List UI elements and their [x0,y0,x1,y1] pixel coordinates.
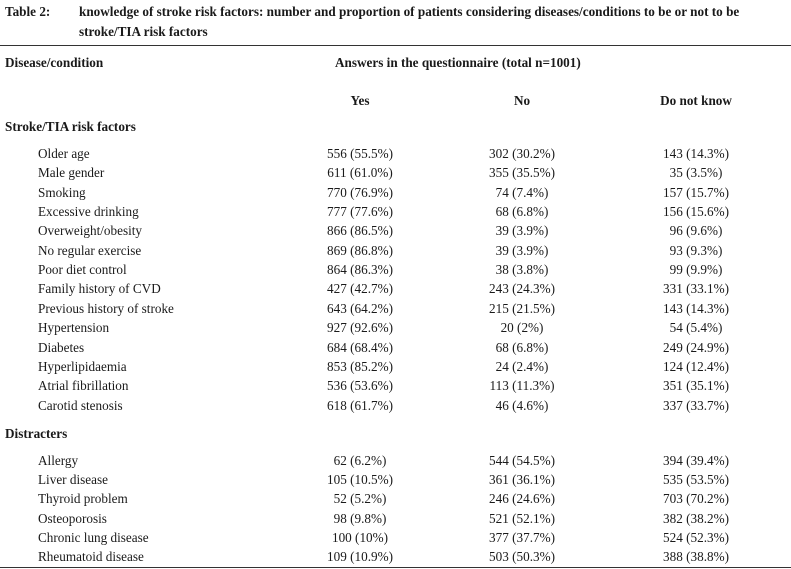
cell-yes: 927 (92.6%) [327,320,393,335]
cell-no: 377 (37.7%) [489,530,555,545]
cell-do-not-know: 143 (14.3%) [663,146,729,161]
cell-yes: 777 (77.6%) [327,204,393,219]
row-label: Liver disease [38,472,108,487]
row-label: Smoking [38,185,86,200]
table-label: Table 2: [5,4,51,19]
row-label: Rheumatoid disease [38,549,144,564]
cell-no: 24 (2.4%) [495,359,549,374]
header-yes: Yes [350,93,370,108]
row-label: Previous history of stroke [38,301,174,316]
row-label: No regular exercise [38,243,142,258]
cell-no: 246 (24.6%) [489,491,555,506]
header-do-not-know: Do not know [660,93,732,108]
row-label: Older age [38,146,90,161]
row-label: Thyroid problem [38,491,128,506]
bottom-rule [0,567,791,568]
cell-no: 74 (7.4%) [495,185,549,200]
cell-do-not-know: 524 (52.3%) [663,530,729,545]
cell-do-not-know: 143 (14.3%) [663,301,729,316]
cell-no: 20 (2%) [500,320,544,335]
row-label: Family history of CVD [38,281,161,296]
cell-yes: 100 (10%) [331,530,389,545]
cell-no: 361 (36.1%) [489,472,555,487]
cell-yes: 536 (53.6%) [327,378,393,393]
cell-no: 355 (35.5%) [489,165,555,180]
cell-yes: 643 (64.2%) [327,301,393,316]
cell-yes: 864 (86.3%) [327,262,393,277]
cell-no: 503 (50.3%) [489,549,555,564]
cell-do-not-know: 351 (35.1%) [663,378,729,393]
header-disease-condition: Disease/condition [5,55,104,70]
cell-no: 46 (4.6%) [495,398,549,413]
section-title: Distracters [5,426,68,441]
cell-do-not-know: 157 (15.7%) [663,185,729,200]
cell-no: 243 (24.3%) [489,281,555,296]
cell-no: 38 (3.8%) [495,262,549,277]
cell-yes: 105 (10.5%) [327,472,393,487]
cell-do-not-know: 331 (33.1%) [663,281,729,296]
cell-do-not-know: 54 (5.4%) [669,320,723,335]
cell-yes: 684 (68.4%) [327,340,393,355]
cell-yes: 109 (10.9%) [327,549,393,564]
cell-no: 68 (6.8%) [495,340,549,355]
cell-no: 215 (21.5%) [489,301,555,316]
row-label: Hyperlipidaemia [38,359,127,374]
cell-yes: 869 (86.8%) [327,243,393,258]
cell-do-not-know: 394 (39.4%) [663,453,729,468]
row-label: Allergy [38,453,79,468]
section-title: Stroke/TIA risk factors [5,119,136,134]
cell-do-not-know: 124 (12.4%) [663,359,729,374]
header-no: No [513,93,531,108]
cell-yes: 52 (5.2%) [333,491,387,506]
cell-yes: 618 (61.7%) [327,398,393,413]
cell-do-not-know: 93 (9.3%) [669,243,723,258]
cell-yes: 866 (86.5%) [327,223,393,238]
cell-yes: 427 (42.7%) [327,281,393,296]
row-label: Excessive drinking [38,204,139,219]
cell-do-not-know: 337 (33.7%) [663,398,729,413]
row-label: Hypertension [38,320,110,335]
cell-no: 521 (52.1%) [489,511,555,526]
cell-do-not-know: 96 (9.6%) [669,223,723,238]
cell-no: 113 (11.3%) [489,378,555,393]
row-label: Atrial fibrillation [38,378,129,393]
row-label: Male gender [38,165,105,180]
table-title: knowledge of stroke risk factors: number and proportion of patients considering diseases/conditions to be or not to be stroke/TIA risk factors [79,4,740,39]
cell-do-not-know: 388 (38.8%) [663,549,729,564]
cell-yes: 556 (55.5%) [327,146,393,161]
row-label: Osteoporosis [38,511,107,526]
cell-do-not-know: 99 (9.9%) [669,262,723,277]
cell-no: 544 (54.5%) [489,453,555,468]
row-label: Overweight/obesity [38,223,143,238]
cell-no: 68 (6.8%) [495,204,549,219]
cell-do-not-know: 703 (70.2%) [663,491,729,506]
cell-do-not-know: 156 (15.6%) [663,204,729,219]
cell-do-not-know: 35 (3.5%) [669,165,723,180]
cell-yes: 611 (61.0%) [327,165,393,180]
cell-do-not-know: 249 (24.9%) [663,340,729,355]
top-rule [0,45,791,46]
cell-no: 39 (3.9%) [495,243,549,258]
header-answers: Answers in the questionnaire (total n=1001) [335,55,581,70]
cell-do-not-know: 382 (38.2%) [663,511,729,526]
cell-yes: 770 (76.9%) [327,185,393,200]
cell-yes: 853 (85.2%) [327,359,393,374]
row-label: Poor diet control [38,262,127,277]
row-label: Chronic lung disease [38,530,149,545]
cell-no: 39 (3.9%) [495,223,549,238]
cell-no: 302 (30.2%) [489,146,555,161]
cell-do-not-know: 535 (53.5%) [663,472,729,487]
row-label: Diabetes [38,340,85,355]
cell-yes: 98 (9.8%) [333,511,387,526]
cell-yes: 62 (6.2%) [333,453,387,468]
row-label: Carotid stenosis [38,398,123,413]
